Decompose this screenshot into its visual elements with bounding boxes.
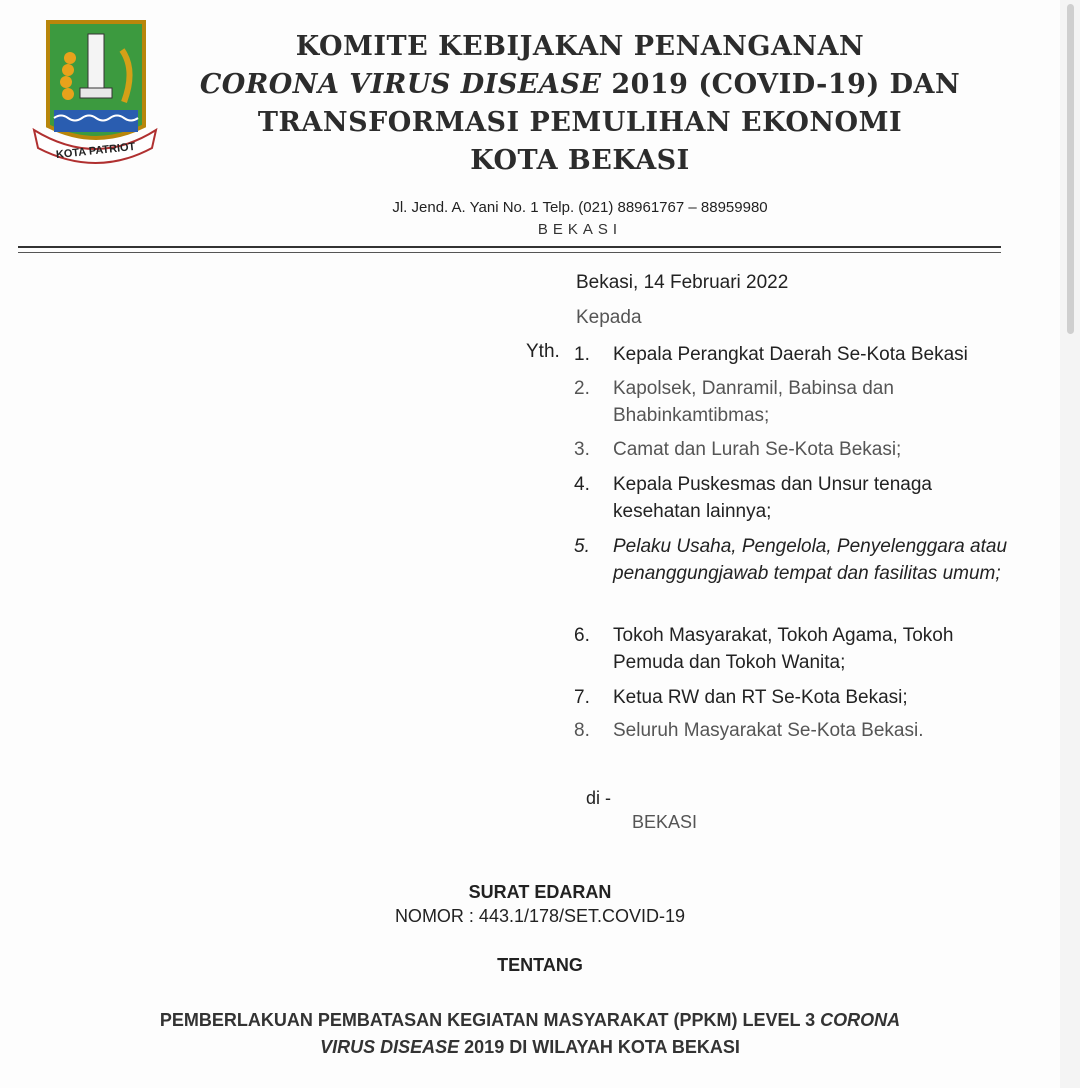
circular-subject [0, 1007, 1060, 1061]
letterhead-address: Jl. Jend. A. Yani No. 1 Telp. (021) 88961767 – 88959980 [392, 199, 768, 216]
letterhead-rule-thin [18, 252, 1001, 253]
recipient-item [574, 684, 1034, 711]
letterhead-line-1: KOMITE KEBIJAKAN PENANGANAN [295, 31, 865, 62]
recipient-number: 6. [574, 625, 590, 646]
recipient-number: 8. [574, 720, 590, 741]
letterhead-line-2-rest: 2019 (COVID-19) DAN [601, 69, 961, 100]
recipient-number: 7. [574, 687, 590, 708]
scrollbar-thumb[interactable] [1067, 4, 1074, 334]
letterhead-line-2 [170, 66, 990, 104]
subject-part-2: 2019 DI WILAYAH KOTA BEKASI [459, 1037, 740, 1057]
place-date: Bekasi, 14 Februari 2022 [576, 272, 789, 293]
letterhead-line-4: KOTA BEKASI [470, 145, 690, 176]
recipient-number: 2. [574, 378, 590, 399]
circular-number: NOMOR : 443.1/178/SET.COVID-19 [394, 906, 686, 926]
letterhead-title [170, 28, 990, 180]
subject-italic-1: CORONA [820, 1010, 901, 1030]
recipient-item [574, 622, 1024, 676]
recipient-item [574, 717, 1034, 744]
recipient-text: Pelaku Usaha, Pengelola, Penyelenggara atau penanggungjawab tempat dan fasilitas umum; [613, 536, 1008, 584]
vertical-scrollbar[interactable] [1060, 0, 1080, 1088]
svg-text:KOTA PATRIOT: KOTA PATRIOT [55, 140, 136, 162]
recipient-item [574, 341, 1034, 368]
letterhead-line-2-italic: CORONA VIRUS DISEASE [199, 69, 602, 100]
kota-bekasi-emblem-logo [28, 18, 162, 170]
circular-title: SURAT EDARAN [468, 882, 612, 902]
recipient-text: Tokoh Masyarakat, Tokoh Agama, Tokoh Pemuda dan Tokoh Wanita; [613, 625, 954, 673]
kepada-label: Kepada [576, 307, 642, 328]
recipient-item [574, 436, 1034, 463]
yth-label: Yth. [526, 341, 560, 362]
recipient-number: 1. [574, 344, 590, 365]
recipient-item [574, 533, 1024, 587]
letterhead-line-3: TRANSFORMASI PEMULIHAN EKONOMI [257, 107, 903, 138]
recipient-item [574, 471, 994, 525]
recipient-item [574, 375, 964, 429]
recipient-text: Kepala Perangkat Daerah Se-Kota Bekasi [613, 344, 968, 365]
recipient-text: Kepala Puskesmas dan Unsur tenaga kesehatan lainnya; [613, 474, 932, 522]
di-label: di - [586, 788, 612, 808]
di-place: BEKASI [632, 812, 698, 832]
recipient-text: Seluruh Masyarakat Se-Kota Bekasi. [613, 720, 924, 741]
recipient-number: 3. [574, 439, 590, 460]
letterhead-city: BEKASI [537, 221, 623, 238]
recipient-text: Ketua RW dan RT Se-Kota Bekasi; [613, 687, 908, 708]
recipient-text: Camat dan Lurah Se-Kota Bekasi; [613, 439, 902, 460]
subject-part-1: PEMBERLAKUAN PEMBATASAN KEGIATAN MASYARAKAT (PPKM) LEVEL 3 [159, 1010, 821, 1030]
subject-italic-2: VIRUS DISEASE [320, 1037, 460, 1057]
letterhead-rule-thick [18, 246, 1001, 248]
recipient-text: Kapolsek, Danramil, Babinsa dan Bhabinkamtibmas; [613, 378, 894, 426]
circular-tentang: TENTANG [497, 955, 583, 975]
recipient-number: 5. [574, 536, 590, 557]
recipient-number: 4. [574, 474, 590, 495]
